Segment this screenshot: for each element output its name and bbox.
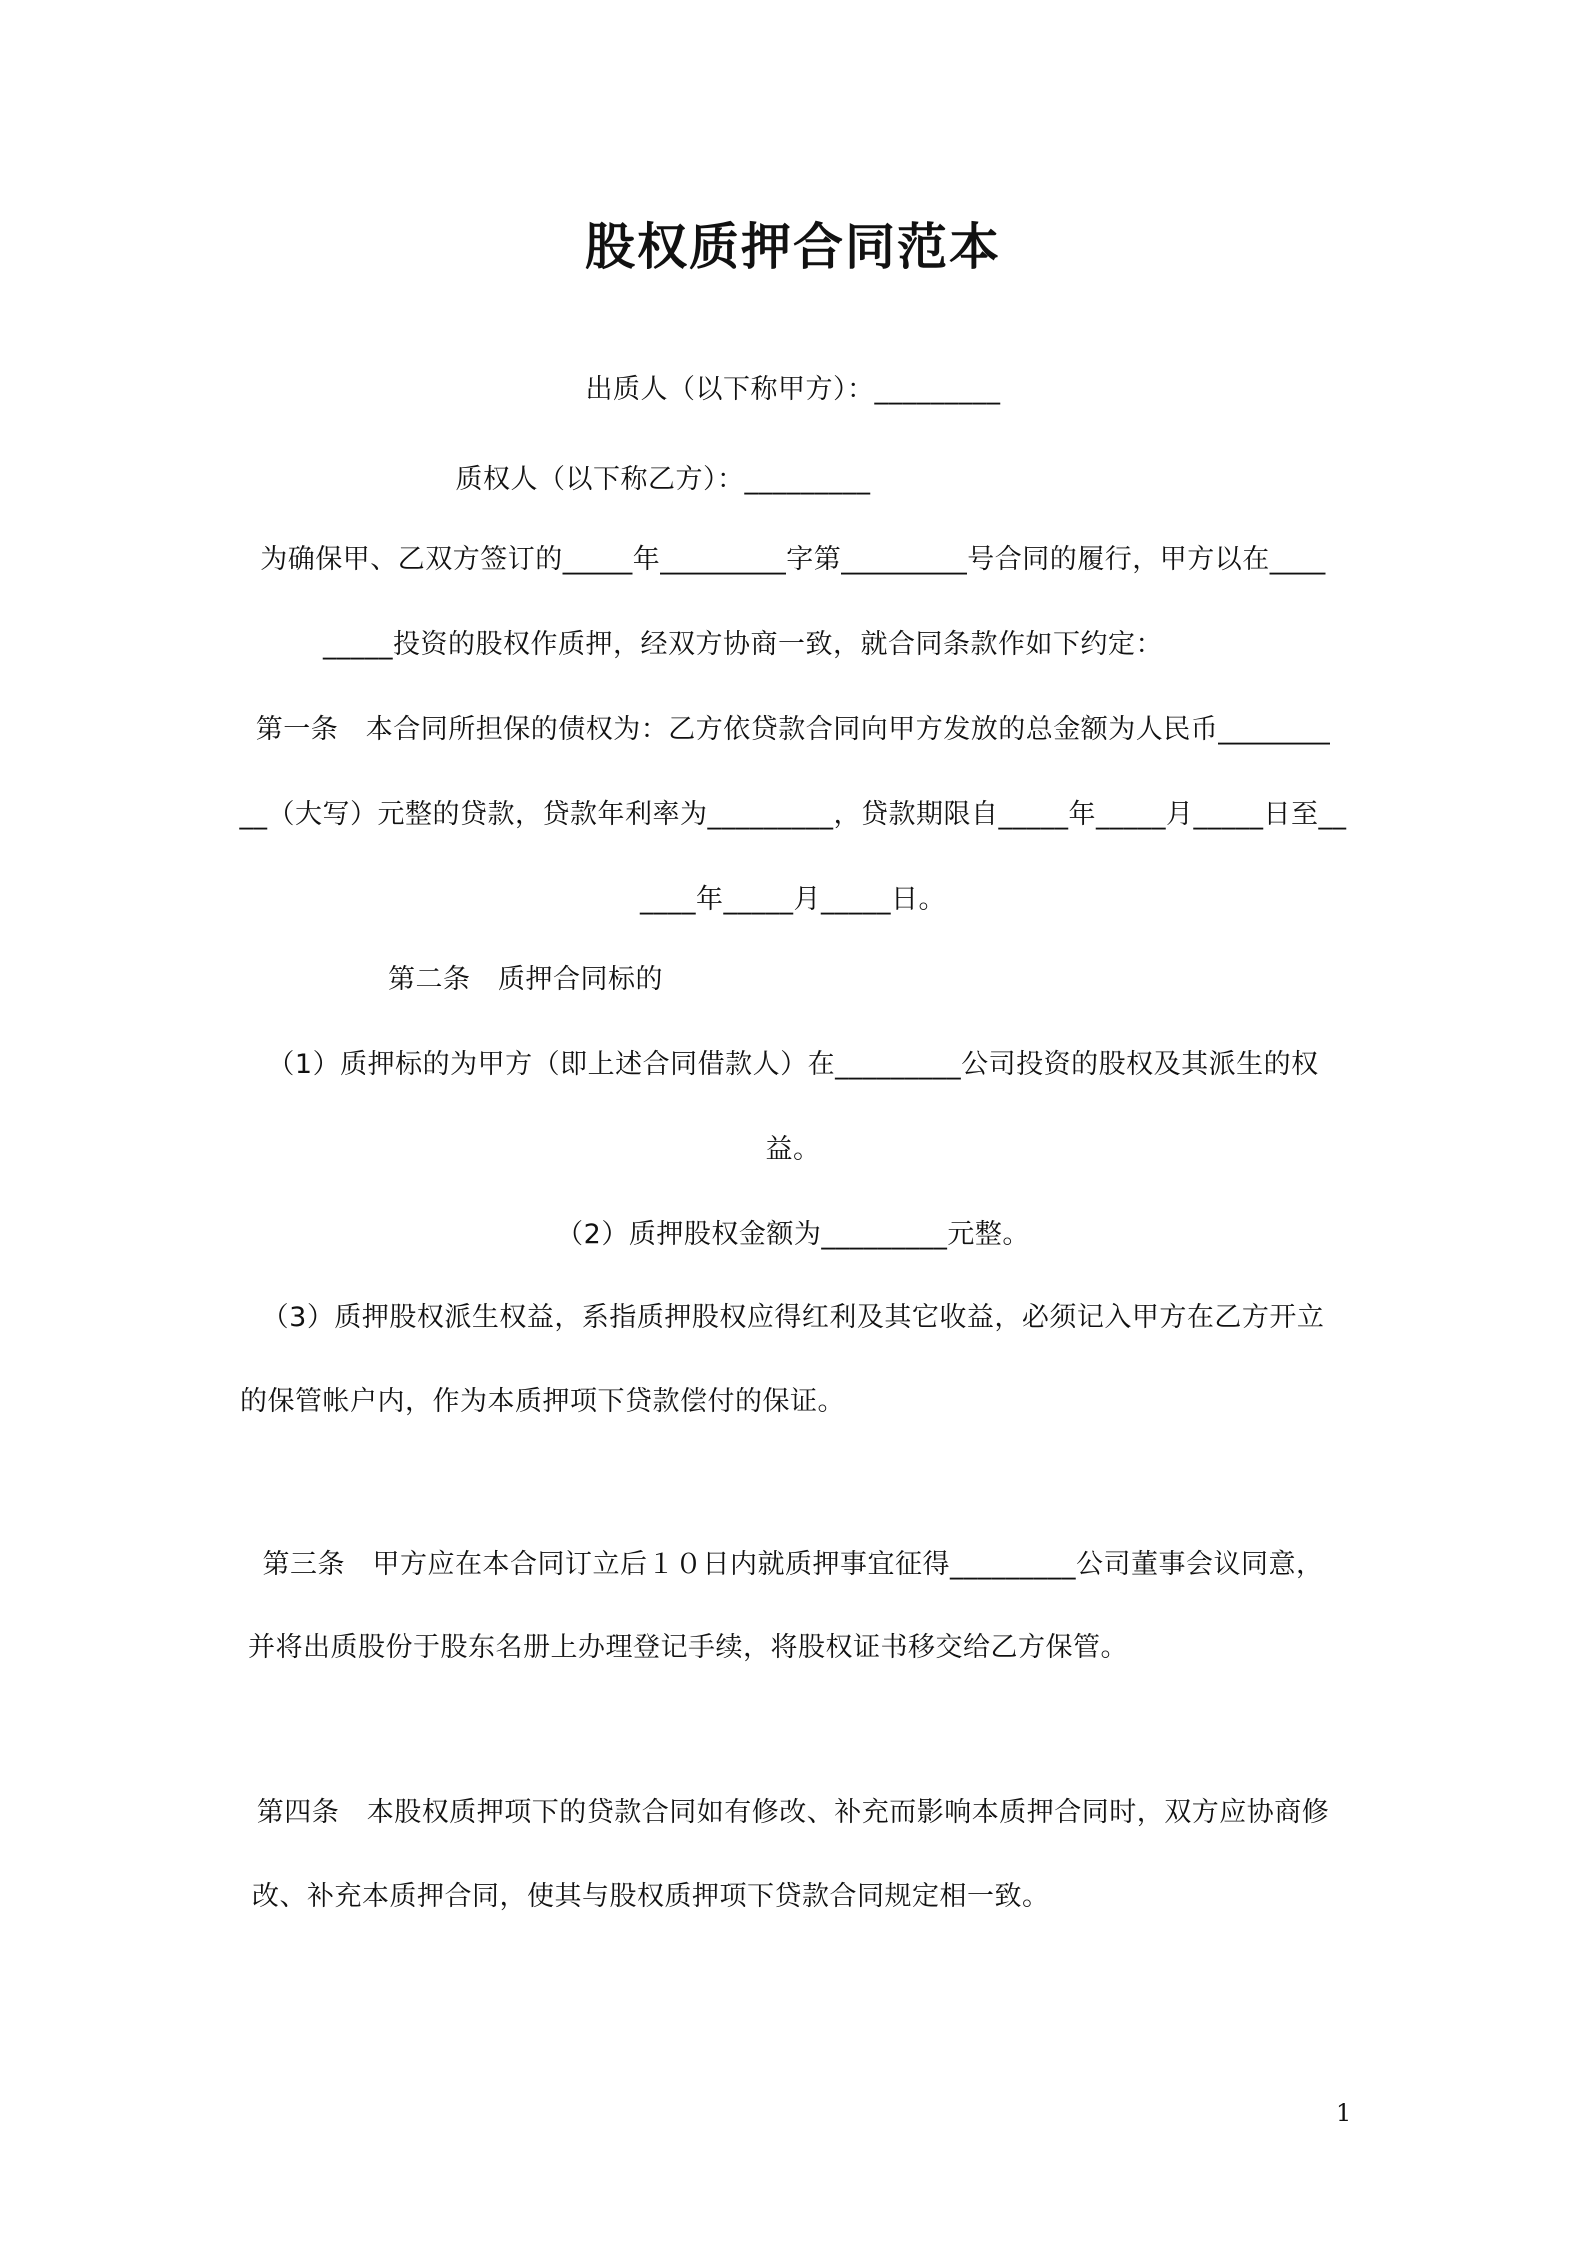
- article-4-line-2: 改、补充本质押合同，使其与股权质押项下贷款合同规定相一致。: [252, 1881, 1050, 1912]
- article-2-item-3-line-1: （3）质押股权派生权益，系指质押股权应得红利及其它收益，必须记入甲方在乙方开立: [261, 1302, 1325, 1333]
- article-4-line-1: 第四条 本股权质押项下的贷款合同如有修改、补充而影响本质押合同时，双方应协商修: [256, 1797, 1330, 1828]
- pledgee-line: 质权人（以下称乙方）：_________: [455, 464, 871, 495]
- intro-line-2: _____投资的股权作质押，经双方协商一致，就合同条款作如下约定：: [323, 629, 1163, 660]
- article-2-item-1-line-2: 益。: [765, 1134, 821, 1165]
- article-2-heading: 第二条 质押合同标的: [388, 964, 663, 995]
- pledgor-line: 出质人（以下称甲方）：_________: [585, 374, 1001, 405]
- article-3-line-2: 并将出质股份于股东名册上办理登记手续，将股权证书移交给乙方保管。: [248, 1632, 1128, 1663]
- article-2-item-3-line-2: 的保管帐户内，作为本质押项下贷款偿付的保证。: [240, 1386, 845, 1417]
- article-2-item-1-line-1: （1）质押标的为甲方（即上述合同借款人）在_________公司投资的股权及其派生的权: [267, 1049, 1319, 1080]
- document-title: 股权质押合同范本: [585, 218, 1001, 276]
- article-3-line-1: 第三条 甲方应在本合同订立后１０日内就质押事宜征得_________公司董事会议同意，: [262, 1549, 1324, 1580]
- article-1-line-1: 第一条 本合同所担保的债权为：乙方依贷款合同向甲方发放的总金额为人民币________: [255, 714, 1331, 745]
- page-number: 1: [1336, 2099, 1352, 2127]
- article-1-line-3: ____年_____月_____日。: [640, 884, 946, 915]
- intro-line-1: 为确保甲、乙双方签订的_____年_________字第_________号合同的履行，甲方以在____: [260, 544, 1326, 575]
- article-1-line-2: __（大写）元整的贷款，贷款年利率为_________，贷款期限自_____年_____月_____日至__: [239, 799, 1347, 830]
- article-2-item-2: （2）质押股权金额为_________元整。: [556, 1219, 1030, 1250]
